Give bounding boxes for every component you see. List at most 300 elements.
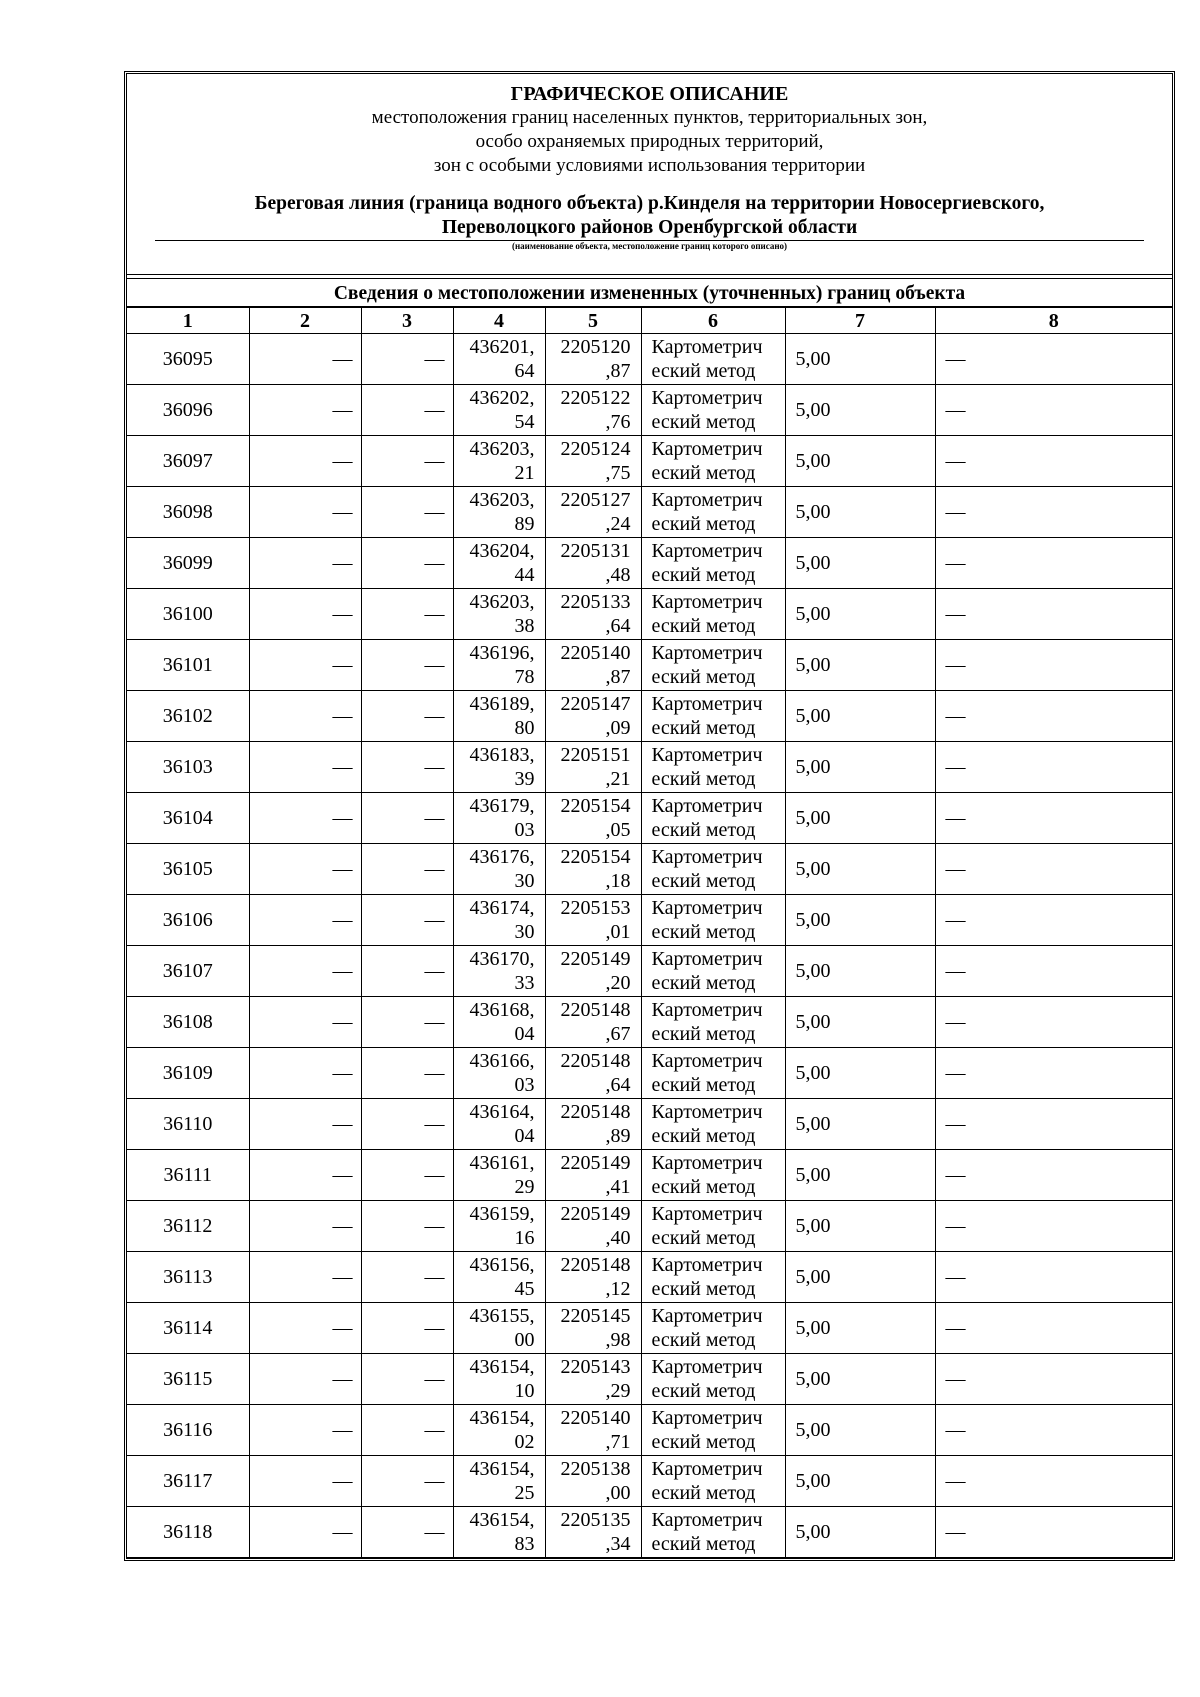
method-part2: еский метод bbox=[651, 1380, 756, 1402]
coord-y-part2: ,12 bbox=[605, 1278, 631, 1300]
method-part1: Картометрич bbox=[651, 642, 763, 664]
accuracy: 5,00 bbox=[785, 640, 935, 691]
coord-y-part2: ,24 bbox=[605, 513, 631, 535]
coord-x bbox=[453, 1405, 545, 1456]
accuracy: 5,00 bbox=[785, 793, 935, 844]
cell-col8: — bbox=[935, 487, 1172, 538]
coord-x bbox=[453, 691, 545, 742]
method bbox=[641, 1303, 785, 1354]
column-header: 4 bbox=[453, 308, 545, 334]
accuracy: 5,00 bbox=[785, 538, 935, 589]
method-part1: Картометрич bbox=[651, 1152, 763, 1174]
coord-y bbox=[545, 487, 641, 538]
coord-x-part1: 436203, bbox=[469, 489, 535, 511]
table-row bbox=[127, 1150, 1172, 1201]
cell-col8: — bbox=[935, 436, 1172, 487]
coord-x-part2: 33 bbox=[514, 972, 535, 994]
method bbox=[641, 844, 785, 895]
coord-y-part2: ,71 bbox=[605, 1431, 631, 1453]
cell-col8: — bbox=[935, 844, 1172, 895]
cell-col8: — bbox=[935, 1507, 1172, 1558]
coord-x-part2: 10 bbox=[514, 1380, 535, 1402]
cell-col2: — bbox=[249, 844, 361, 895]
method-part1: Картометрич bbox=[651, 1101, 763, 1123]
accuracy: 5,00 bbox=[785, 1405, 935, 1456]
coord-x-part2: 03 bbox=[514, 1074, 535, 1096]
method bbox=[641, 1252, 785, 1303]
table-row bbox=[127, 844, 1172, 895]
coord-x bbox=[453, 385, 545, 436]
coord-x-part2: 38 bbox=[514, 615, 535, 637]
coord-y bbox=[545, 436, 641, 487]
coord-x-part1: 436170, bbox=[469, 948, 535, 970]
cell-col3: — bbox=[361, 844, 453, 895]
cell-col2: — bbox=[249, 946, 361, 997]
coord-y-part2: ,87 bbox=[605, 666, 631, 688]
point-number: 36115 bbox=[127, 1354, 249, 1405]
coord-x-part2: 21 bbox=[514, 462, 535, 484]
coord-y-part2: ,67 bbox=[605, 1023, 631, 1045]
coord-y-part2: ,75 bbox=[605, 462, 631, 484]
cell-col8: — bbox=[935, 1303, 1172, 1354]
description-line-2: особо охраняемых природных территорий, bbox=[475, 131, 824, 152]
coord-x-part2: 16 bbox=[514, 1227, 535, 1249]
coord-y-part1: 2205140 bbox=[560, 642, 631, 664]
coord-x-part1: 436154, bbox=[469, 1458, 535, 1480]
cell-col3: — bbox=[361, 436, 453, 487]
cell-col2: — bbox=[249, 895, 361, 946]
method-part1: Картометрич bbox=[651, 1356, 763, 1378]
cell-col2: — bbox=[249, 334, 361, 385]
method-part2: еский метод bbox=[651, 1176, 756, 1198]
method-part1: Картометрич bbox=[651, 540, 763, 562]
method-part2: еский метод bbox=[651, 666, 756, 688]
coord-x-part2: 64 bbox=[514, 360, 535, 382]
coord-x-part1: 436179, bbox=[469, 795, 535, 817]
method-part2: еский метод bbox=[651, 564, 756, 586]
method-part2: еский метод bbox=[651, 819, 756, 841]
method bbox=[641, 742, 785, 793]
column-header: 8 bbox=[935, 308, 1172, 334]
point-number: 36108 bbox=[127, 997, 249, 1048]
coord-x-part1: 436203, bbox=[469, 438, 535, 460]
table-row bbox=[127, 1048, 1172, 1099]
coord-y bbox=[545, 1099, 641, 1150]
point-number: 36107 bbox=[127, 946, 249, 997]
coord-y-part1: 2205147 bbox=[560, 693, 631, 715]
method-part2: еский метод bbox=[651, 717, 756, 739]
point-number: 36100 bbox=[127, 589, 249, 640]
method-part2: еский метод bbox=[651, 513, 756, 535]
method-part1: Картометрич bbox=[651, 744, 763, 766]
cell-col8: — bbox=[935, 1252, 1172, 1303]
cell-col2: — bbox=[249, 1201, 361, 1252]
method-part1: Картометрич bbox=[651, 846, 763, 868]
coord-y-part1: 2205120 bbox=[560, 336, 631, 358]
coord-y bbox=[545, 844, 641, 895]
cell-col8: — bbox=[935, 793, 1172, 844]
description-line-3: зон с особыми условиями использования территории bbox=[433, 155, 866, 176]
coord-x bbox=[453, 895, 545, 946]
coord-x-part2: 30 bbox=[514, 921, 535, 943]
method bbox=[641, 1048, 785, 1099]
coord-y-part1: 2205149 bbox=[560, 1203, 631, 1225]
accuracy: 5,00 bbox=[785, 1201, 935, 1252]
point-number: 36096 bbox=[127, 385, 249, 436]
method-part2: еский метод bbox=[651, 768, 756, 790]
cell-col3: — bbox=[361, 997, 453, 1048]
coord-y bbox=[545, 1456, 641, 1507]
column-header: 2 bbox=[249, 308, 361, 334]
method bbox=[641, 1201, 785, 1252]
method-part2: еский метод bbox=[651, 462, 756, 484]
cell-col3: — bbox=[361, 589, 453, 640]
coord-y-part1: 2205138 bbox=[560, 1458, 631, 1480]
cell-col2: — bbox=[249, 742, 361, 793]
cell-col3: — bbox=[361, 946, 453, 997]
method bbox=[641, 1405, 785, 1456]
method-part1: Картометрич bbox=[651, 1305, 763, 1327]
cell-col2: — bbox=[249, 436, 361, 487]
method bbox=[641, 793, 785, 844]
coord-y-part2: ,48 bbox=[605, 564, 631, 586]
table-row bbox=[127, 487, 1172, 538]
cell-col3: — bbox=[361, 1303, 453, 1354]
coord-x-part2: 04 bbox=[514, 1023, 535, 1045]
method-part2: еский метод bbox=[651, 1227, 756, 1249]
point-number: 36117 bbox=[127, 1456, 249, 1507]
coord-x-part1: 436204, bbox=[469, 540, 535, 562]
cell-col2: — bbox=[249, 1405, 361, 1456]
coord-y-part2: ,64 bbox=[605, 1074, 631, 1096]
table-row bbox=[127, 946, 1172, 997]
table-row bbox=[127, 997, 1172, 1048]
cell-col3: — bbox=[361, 1354, 453, 1405]
column-header: 1 bbox=[127, 308, 249, 334]
document-sheet bbox=[124, 71, 1175, 1561]
point-number: 36095 bbox=[127, 334, 249, 385]
table-row bbox=[127, 1252, 1172, 1303]
coord-y-part2: ,01 bbox=[605, 921, 631, 943]
cell-col3: — bbox=[361, 385, 453, 436]
method-part2: еский метод bbox=[651, 1533, 756, 1555]
table-row bbox=[127, 793, 1172, 844]
coord-y-part2: ,89 bbox=[605, 1125, 631, 1147]
coord-y bbox=[545, 895, 641, 946]
method bbox=[641, 436, 785, 487]
method-part1: Картометрич bbox=[651, 1203, 763, 1225]
coord-x-part1: 436202, bbox=[469, 387, 535, 409]
point-number: 36098 bbox=[127, 487, 249, 538]
coord-y bbox=[545, 1507, 641, 1558]
cell-col2: — bbox=[249, 1354, 361, 1405]
cell-col2: — bbox=[249, 1099, 361, 1150]
cell-col3: — bbox=[361, 1456, 453, 1507]
method-part1: Картометрич bbox=[651, 795, 763, 817]
document-title: ГРАФИЧЕСКОЕ ОПИСАНИЕ bbox=[510, 83, 789, 105]
coord-y-part1: 2205153 bbox=[560, 897, 631, 919]
point-number: 36118 bbox=[127, 1507, 249, 1558]
coord-y bbox=[545, 997, 641, 1048]
coord-y-part1: 2205131 bbox=[560, 540, 631, 562]
table-row bbox=[127, 1201, 1172, 1252]
coord-y-part1: 2205143 bbox=[560, 1356, 631, 1378]
method-part1: Картометрич bbox=[651, 591, 763, 613]
coord-x-part1: 436159, bbox=[469, 1203, 535, 1225]
coord-x-part2: 80 bbox=[514, 717, 535, 739]
description-line-1: местоположения границ населенных пунктов, территориальных зон, bbox=[371, 107, 928, 128]
coord-x-part2: 78 bbox=[514, 666, 535, 688]
cell-col3: — bbox=[361, 1099, 453, 1150]
table-row bbox=[127, 895, 1172, 946]
table-row bbox=[127, 691, 1172, 742]
accuracy: 5,00 bbox=[785, 1099, 935, 1150]
table-row bbox=[127, 1099, 1172, 1150]
coord-y bbox=[545, 742, 641, 793]
table-row bbox=[127, 742, 1172, 793]
cell-col8: — bbox=[935, 1099, 1172, 1150]
column-header: 3 bbox=[361, 308, 453, 334]
method bbox=[641, 1507, 785, 1558]
coord-x-part2: 44 bbox=[514, 564, 535, 586]
column-header: 5 bbox=[545, 308, 641, 334]
accuracy: 5,00 bbox=[785, 334, 935, 385]
coord-y bbox=[545, 1303, 641, 1354]
coord-y-part1: 2205127 bbox=[560, 489, 631, 511]
coord-x-part2: 04 bbox=[514, 1125, 535, 1147]
point-number: 36109 bbox=[127, 1048, 249, 1099]
coord-y bbox=[545, 1354, 641, 1405]
cell-col2: — bbox=[249, 1507, 361, 1558]
cell-col3: — bbox=[361, 487, 453, 538]
coord-y-part1: 2205135 bbox=[560, 1509, 631, 1531]
accuracy: 5,00 bbox=[785, 1048, 935, 1099]
cell-col2: — bbox=[249, 997, 361, 1048]
method-part2: еский метод bbox=[651, 1074, 756, 1096]
coord-x-part1: 436154, bbox=[469, 1509, 535, 1531]
coord-y-part1: 2205133 bbox=[560, 591, 631, 613]
coord-x-part1: 436161, bbox=[469, 1152, 535, 1174]
coord-y bbox=[545, 946, 641, 997]
cell-col2: — bbox=[249, 1456, 361, 1507]
method-part2: еский метод bbox=[651, 615, 756, 637]
coord-y bbox=[545, 334, 641, 385]
coord-x bbox=[453, 640, 545, 691]
table-row bbox=[127, 334, 1172, 385]
coord-y-part2: ,98 bbox=[605, 1329, 631, 1351]
coord-x-part1: 436155, bbox=[469, 1305, 535, 1327]
coord-x-part2: 83 bbox=[514, 1533, 535, 1555]
accuracy: 5,00 bbox=[785, 1150, 935, 1201]
coord-x-part1: 436203, bbox=[469, 591, 535, 613]
coord-y bbox=[545, 1252, 641, 1303]
accuracy: 5,00 bbox=[785, 895, 935, 946]
cell-col2: — bbox=[249, 1303, 361, 1354]
cell-col2: — bbox=[249, 487, 361, 538]
coord-x bbox=[453, 589, 545, 640]
coord-x bbox=[453, 1099, 545, 1150]
coord-x bbox=[453, 742, 545, 793]
method bbox=[641, 640, 785, 691]
cell-col3: — bbox=[361, 1150, 453, 1201]
cell-col8: — bbox=[935, 1354, 1172, 1405]
table-row bbox=[127, 1303, 1172, 1354]
method-part1: Картометрич bbox=[651, 1509, 763, 1531]
method-part1: Картометрич bbox=[651, 1050, 763, 1072]
method-part2: еский метод bbox=[651, 972, 756, 994]
coord-x bbox=[453, 1303, 545, 1354]
method-part1: Картометрич bbox=[651, 336, 763, 358]
cell-col2: — bbox=[249, 640, 361, 691]
point-number: 36106 bbox=[127, 895, 249, 946]
method-part1: Картометрич bbox=[651, 1458, 763, 1480]
coord-x bbox=[453, 997, 545, 1048]
coord-x-part2: 39 bbox=[514, 768, 535, 790]
method-part2: еский метод bbox=[651, 1278, 756, 1300]
coord-x-part1: 436168, bbox=[469, 999, 535, 1021]
coord-x bbox=[453, 1048, 545, 1099]
coord-x bbox=[453, 538, 545, 589]
coord-x bbox=[453, 1252, 545, 1303]
method-part1: Картометрич bbox=[651, 948, 763, 970]
coord-y-part1: 2205148 bbox=[560, 999, 631, 1021]
coord-y-part1: 2205149 bbox=[560, 1152, 631, 1174]
object-name-line-1: Береговая линия (граница водного объекта) р.Кинделя на территории Новосергиевского, bbox=[254, 193, 1045, 214]
object-name-caption: (наименование объекта, местоположение границ которого описано) bbox=[511, 241, 788, 251]
coord-y bbox=[545, 691, 641, 742]
coord-y-part1: 2205148 bbox=[560, 1101, 631, 1123]
point-number: 36101 bbox=[127, 640, 249, 691]
method bbox=[641, 691, 785, 742]
coord-x-part1: 436166, bbox=[469, 1050, 535, 1072]
point-number: 36114 bbox=[127, 1303, 249, 1354]
table-row bbox=[127, 436, 1172, 487]
cell-col3: — bbox=[361, 1507, 453, 1558]
coord-x bbox=[453, 844, 545, 895]
method bbox=[641, 895, 785, 946]
coord-y bbox=[545, 793, 641, 844]
coord-x bbox=[453, 334, 545, 385]
method-part2: еский метод bbox=[651, 360, 756, 382]
point-number: 36113 bbox=[127, 1252, 249, 1303]
cell-col8: — bbox=[935, 997, 1172, 1048]
coord-x-part2: 30 bbox=[514, 870, 535, 892]
point-number: 36105 bbox=[127, 844, 249, 895]
coord-x bbox=[453, 1201, 545, 1252]
method-part2: еский метод bbox=[651, 1329, 756, 1351]
coord-x bbox=[453, 793, 545, 844]
table-row bbox=[127, 385, 1172, 436]
coord-y-part1: 2205148 bbox=[560, 1050, 631, 1072]
coord-y-part2: ,05 bbox=[605, 819, 631, 841]
method bbox=[641, 538, 785, 589]
coord-x-part1: 436183, bbox=[469, 744, 535, 766]
coord-y-part1: 2205140 bbox=[560, 1407, 631, 1429]
coord-x-part1: 436176, bbox=[469, 846, 535, 868]
coord-y-part2: ,64 bbox=[605, 615, 631, 637]
cell-col8: — bbox=[935, 691, 1172, 742]
method bbox=[641, 385, 785, 436]
coord-x-part2: 02 bbox=[514, 1431, 535, 1453]
point-number: 36102 bbox=[127, 691, 249, 742]
coord-y bbox=[545, 1201, 641, 1252]
method-part2: еский метод bbox=[651, 1125, 756, 1147]
accuracy: 5,00 bbox=[785, 844, 935, 895]
accuracy: 5,00 bbox=[785, 436, 935, 487]
cell-col2: — bbox=[249, 538, 361, 589]
coord-y-part2: ,40 bbox=[605, 1227, 631, 1249]
cell-col3: — bbox=[361, 334, 453, 385]
cell-col8: — bbox=[935, 946, 1172, 997]
coord-x bbox=[453, 487, 545, 538]
method-part2: еский метод bbox=[651, 1482, 756, 1504]
cell-col3: — bbox=[361, 691, 453, 742]
accuracy: 5,00 bbox=[785, 1507, 935, 1558]
cell-col3: — bbox=[361, 1201, 453, 1252]
coord-x bbox=[453, 1150, 545, 1201]
coord-y-part2: ,29 bbox=[605, 1380, 631, 1402]
coord-x bbox=[453, 1354, 545, 1405]
point-number: 36099 bbox=[127, 538, 249, 589]
table-body bbox=[127, 334, 1172, 1558]
accuracy: 5,00 bbox=[785, 1252, 935, 1303]
coord-x bbox=[453, 1507, 545, 1558]
accuracy: 5,00 bbox=[785, 487, 935, 538]
cell-col2: — bbox=[249, 589, 361, 640]
coord-y-part2: ,41 bbox=[605, 1176, 631, 1198]
table-row bbox=[127, 538, 1172, 589]
coord-y bbox=[545, 1405, 641, 1456]
cell-col2: — bbox=[249, 691, 361, 742]
table-header-row bbox=[127, 308, 1172, 334]
method bbox=[641, 1354, 785, 1405]
cell-col2: — bbox=[249, 1150, 361, 1201]
cell-col8: — bbox=[935, 1048, 1172, 1099]
coord-y bbox=[545, 589, 641, 640]
table-row bbox=[127, 589, 1172, 640]
coord-x bbox=[453, 946, 545, 997]
method-part2: еский метод bbox=[651, 870, 756, 892]
coord-y bbox=[545, 385, 641, 436]
point-number: 36104 bbox=[127, 793, 249, 844]
coord-x-part1: 436154, bbox=[469, 1356, 535, 1378]
cell-col2: — bbox=[249, 1252, 361, 1303]
column-header: 6 bbox=[641, 308, 785, 334]
accuracy: 5,00 bbox=[785, 589, 935, 640]
method-part1: Картометрич bbox=[651, 693, 763, 715]
method-part1: Картометрич bbox=[651, 438, 763, 460]
coord-y bbox=[545, 538, 641, 589]
point-number: 36097 bbox=[127, 436, 249, 487]
coord-y-part2: ,18 bbox=[605, 870, 631, 892]
cell-col2: — bbox=[249, 793, 361, 844]
accuracy: 5,00 bbox=[785, 997, 935, 1048]
cell-col3: — bbox=[361, 793, 453, 844]
cell-col8: — bbox=[935, 742, 1172, 793]
method-part1: Картометрич bbox=[651, 897, 763, 919]
method bbox=[641, 997, 785, 1048]
coord-x-part1: 436154, bbox=[469, 1407, 535, 1429]
coord-x-part1: 436156, bbox=[469, 1254, 535, 1276]
coord-x-part2: 89 bbox=[514, 513, 535, 535]
coord-y bbox=[545, 1150, 641, 1201]
cell-col8: — bbox=[935, 640, 1172, 691]
point-number: 36110 bbox=[127, 1099, 249, 1150]
coord-x-part2: 54 bbox=[514, 411, 535, 433]
method-part1: Картометрич bbox=[651, 387, 763, 409]
cell-col8: — bbox=[935, 1405, 1172, 1456]
coord-y-part2: ,09 bbox=[605, 717, 631, 739]
